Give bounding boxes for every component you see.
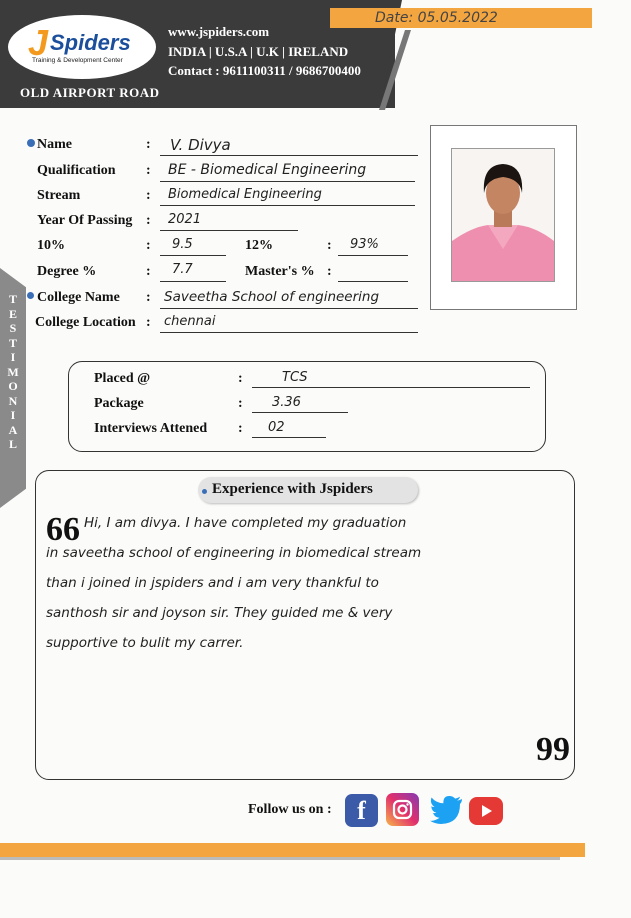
tab-letter: O xyxy=(8,379,18,393)
open-quote-icon: 66 xyxy=(46,511,80,548)
close-quote-icon: 99 xyxy=(536,731,570,768)
testimonial-tab-label xyxy=(0,292,26,452)
instagram-glyph-icon xyxy=(386,793,419,826)
bullet-icon xyxy=(27,139,35,147)
experience-line: Hi, I am divya. I have completed my graduation xyxy=(84,515,407,531)
college-underline xyxy=(160,308,418,309)
colon: : xyxy=(146,264,151,279)
tenth-value: 9.5 xyxy=(172,237,193,252)
qualification-label: Qualification xyxy=(37,163,116,178)
colon: : xyxy=(238,371,243,386)
colon: : xyxy=(146,238,151,253)
degree-label: Degree % xyxy=(37,264,97,279)
qualification-value: BE - Biomedical Engineering xyxy=(168,162,367,178)
colon: : xyxy=(327,264,332,279)
stream-underline xyxy=(160,205,415,206)
placed-label: Placed @ xyxy=(94,371,151,386)
tab-letter: I xyxy=(10,408,16,422)
experience-line: santhosh sir and joyson sir. They guided me & very xyxy=(46,605,393,621)
tab-letter: I xyxy=(10,350,16,364)
twelfth-underline xyxy=(338,255,408,256)
name-underline xyxy=(160,155,418,156)
stream-value: Biomedical Engineering xyxy=(168,187,322,202)
bullet-icon xyxy=(202,489,207,494)
degree-underline xyxy=(160,281,226,282)
colon: : xyxy=(146,213,151,228)
tab-letter: M xyxy=(7,364,19,379)
twelfth-label: 12% xyxy=(245,238,273,253)
follow-label: Follow us on : xyxy=(248,802,332,817)
location-value: chennai xyxy=(164,314,216,329)
tab-letter: T xyxy=(8,335,17,350)
play-icon xyxy=(469,797,503,825)
college-label: College Name xyxy=(37,290,120,305)
youtube-icon[interactable] xyxy=(469,797,503,825)
footer-bar xyxy=(0,843,585,857)
degree-value: 7.7 xyxy=(172,262,193,277)
tab-letter: A xyxy=(8,422,18,437)
name-value: V. Divya xyxy=(170,136,231,154)
tab-letter: L xyxy=(8,437,17,451)
yop-value: 2021 xyxy=(168,212,202,227)
name-label: Name xyxy=(37,137,72,152)
experience-text xyxy=(46,508,566,658)
colon: : xyxy=(327,238,332,253)
countries-text: INDIA | U.S.A | U.K | IRELAND xyxy=(168,44,349,59)
placed-underline xyxy=(252,387,530,388)
stream-label: Stream xyxy=(37,188,81,203)
twitter-bird-icon xyxy=(430,795,464,825)
colon: : xyxy=(146,315,151,330)
package-value: 3.36 xyxy=(272,395,301,410)
footer-line xyxy=(0,857,560,860)
package-underline xyxy=(252,412,348,413)
yop-underline xyxy=(160,230,298,231)
twelfth-value: 93% xyxy=(350,237,379,252)
contact-text: Contact : 9611100311 / 9686700400 xyxy=(168,63,361,78)
qualification-underline xyxy=(160,181,415,182)
logo-name: Spiders xyxy=(50,30,131,55)
tab-letter: N xyxy=(8,393,18,408)
placed-value: TCS xyxy=(282,370,308,385)
interviews-label: Interviews Attened xyxy=(94,421,208,436)
logo-j: J xyxy=(28,22,49,63)
location-underline xyxy=(160,332,418,333)
experience-title: Experience with Jspiders xyxy=(212,481,373,497)
colon: : xyxy=(146,163,151,178)
colon: : xyxy=(238,396,243,411)
colon: : xyxy=(146,137,151,152)
tab-letter: E xyxy=(8,306,17,321)
colon: : xyxy=(146,188,151,203)
tenth-underline xyxy=(160,255,226,256)
masters-label: Master's % xyxy=(245,264,315,279)
masters-underline xyxy=(338,281,408,282)
instagram-icon[interactable] xyxy=(386,793,419,826)
yop-label: Year Of Passing xyxy=(37,213,133,228)
bullet-icon xyxy=(27,292,34,299)
location-label: College Location xyxy=(35,315,136,330)
package-label: Package xyxy=(94,396,144,411)
colon: : xyxy=(238,421,243,436)
interviews-value: 02 xyxy=(268,420,285,435)
twitter-icon[interactable] xyxy=(430,795,464,825)
branch-name: OLD AIRPORT ROAD xyxy=(20,85,160,100)
tab-letter: T xyxy=(8,292,17,306)
experience-line: supportive to bulit my carrer. xyxy=(46,635,244,651)
person-photo-icon xyxy=(452,149,554,281)
experience-line: in saveetha school of engineering in biomedical stream xyxy=(46,545,422,561)
tab-letter: S xyxy=(9,321,17,335)
colon: : xyxy=(146,290,151,305)
logo-tagline: Training & Development Center xyxy=(32,57,123,64)
date-text: Date: 05.05.2022 xyxy=(375,10,498,26)
interviews-underline xyxy=(252,437,326,438)
college-value: Saveetha School of engineering xyxy=(164,289,380,305)
student-photo xyxy=(451,148,555,282)
experience-line: than i joined in jspiders and i am very thankful to xyxy=(46,575,379,591)
tenth-label: 10% xyxy=(37,238,65,253)
website-link[interactable]: www.jspiders.com xyxy=(168,24,270,39)
facebook-icon[interactable]: f xyxy=(345,794,378,827)
